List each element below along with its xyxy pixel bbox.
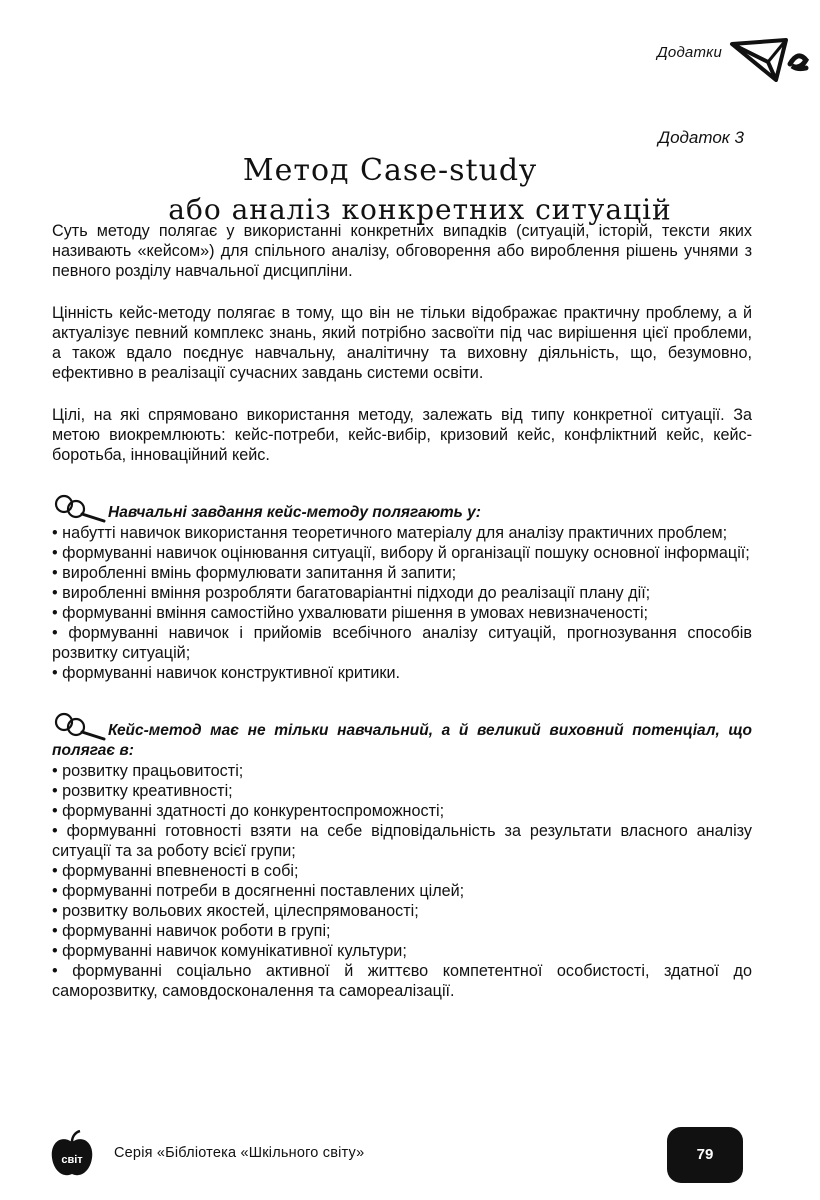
page-subtitle: або аналіз конкретних ситуацій	[168, 193, 672, 226]
section-heading-learning: Навчальні завдання кейс-методу полягають у:	[52, 493, 752, 523]
intro-paragraph: Суть методу полягає у використанні конкретних випадків (ситуацій, історій, тексти яких називають «кейсом») для спільного аналізу, обговорення або вироблення рішень учнями з певного розділу навчальної дисципліни.	[52, 222, 752, 280]
page-number: 79	[667, 1127, 743, 1183]
series-label: Серія «Бібліотека «Шкільного світу»	[114, 1145, 365, 1161]
list-item: • формуванні навичок оцінювання ситуації, вибору й організації пошуку основної інформації;	[52, 543, 752, 563]
svg-text:світ: світ	[61, 1154, 83, 1166]
list-item: • формуванні вміння самостійно ухвалювати рішення в умовах невизначеності;	[52, 603, 752, 623]
list-item: • формуванні навичок конструктивної критики.	[52, 663, 752, 683]
upbringing-list	[52, 761, 752, 1001]
list-item: • формуванні потреби в досягненні поставлених цілей;	[52, 881, 752, 901]
learning-tasks-list	[52, 523, 752, 683]
main-content	[52, 221, 752, 1001]
list-item: • формуванні навичок комунікативної культури;	[52, 941, 752, 961]
apple-logo-icon	[50, 1130, 94, 1178]
list-item: • виробленні вміння розробляти багатоваріантні підходи до реалізації плану дії;	[52, 583, 752, 603]
list-item: • виробленні вмінь формулювати запитання й запити;	[52, 563, 752, 583]
goals-paragraph: Цілі, на які спрямовано використання методу, залежать від типу конкретної ситуації. За метою виокремлюють: кейс-потреби, кейс-вибір, кризовий кейс, конфліктний кейс, кейс-боротьба, інноваційний кейс.	[52, 406, 752, 464]
value-paragraph: Цінність кейс-методу полягає в тому, що він не тільки відображає практичну проблему, а й актуалізує певний комплекс знань, який потрібно засвоїти під час вирішення цієї проблеми, а також вдало поєднує навчальну, аналітичну та виховну діяльність, що, безумовно, ефективно в реалізації сучасних завдань системи освіти.	[52, 304, 752, 382]
list-item: • набутті навичок використання теоретичного матеріалу для аналізу практичних проблем;	[52, 523, 752, 543]
list-item: • формуванні соціально активної й життєво компетентної особистості, здатної до саморозвитку, самовдосконалення та самореалізації.	[52, 961, 752, 1001]
list-item: • розвитку креативності;	[52, 781, 752, 801]
list-item: • формуванні здатності до конкурентоспроможності;	[52, 801, 752, 821]
section-label: Додатки	[657, 44, 722, 61]
list-item: • формуванні впевненості в собі;	[52, 861, 752, 881]
appendix-label: Додаток 3	[658, 128, 744, 147]
list-item: • формуванні готовності взяти на себе відповідальність за результати власного аналізу ситуації та за роботу всієї групи;	[52, 821, 752, 861]
section-heading-upbringing: Кейс-метод має не тільки навчальний, а й великий виховний потенціал, що полягає в:	[52, 711, 752, 761]
pushpin-icon	[52, 711, 106, 741]
list-item: • формуванні навичок роботи в групі;	[52, 921, 752, 941]
list-item: • розвитку працьовитості;	[52, 761, 752, 781]
page-title: Метод Case-study	[242, 153, 538, 188]
list-item: • розвитку вольових якостей, цілеспрямованості;	[52, 901, 752, 921]
list-item: • формуванні навичок і прийомів всебічного аналізу ситуацій, прогнозування способів розвитку ситуацій;	[52, 623, 752, 663]
pushpin-icon	[52, 493, 106, 523]
paper-plane-icon	[728, 36, 814, 84]
